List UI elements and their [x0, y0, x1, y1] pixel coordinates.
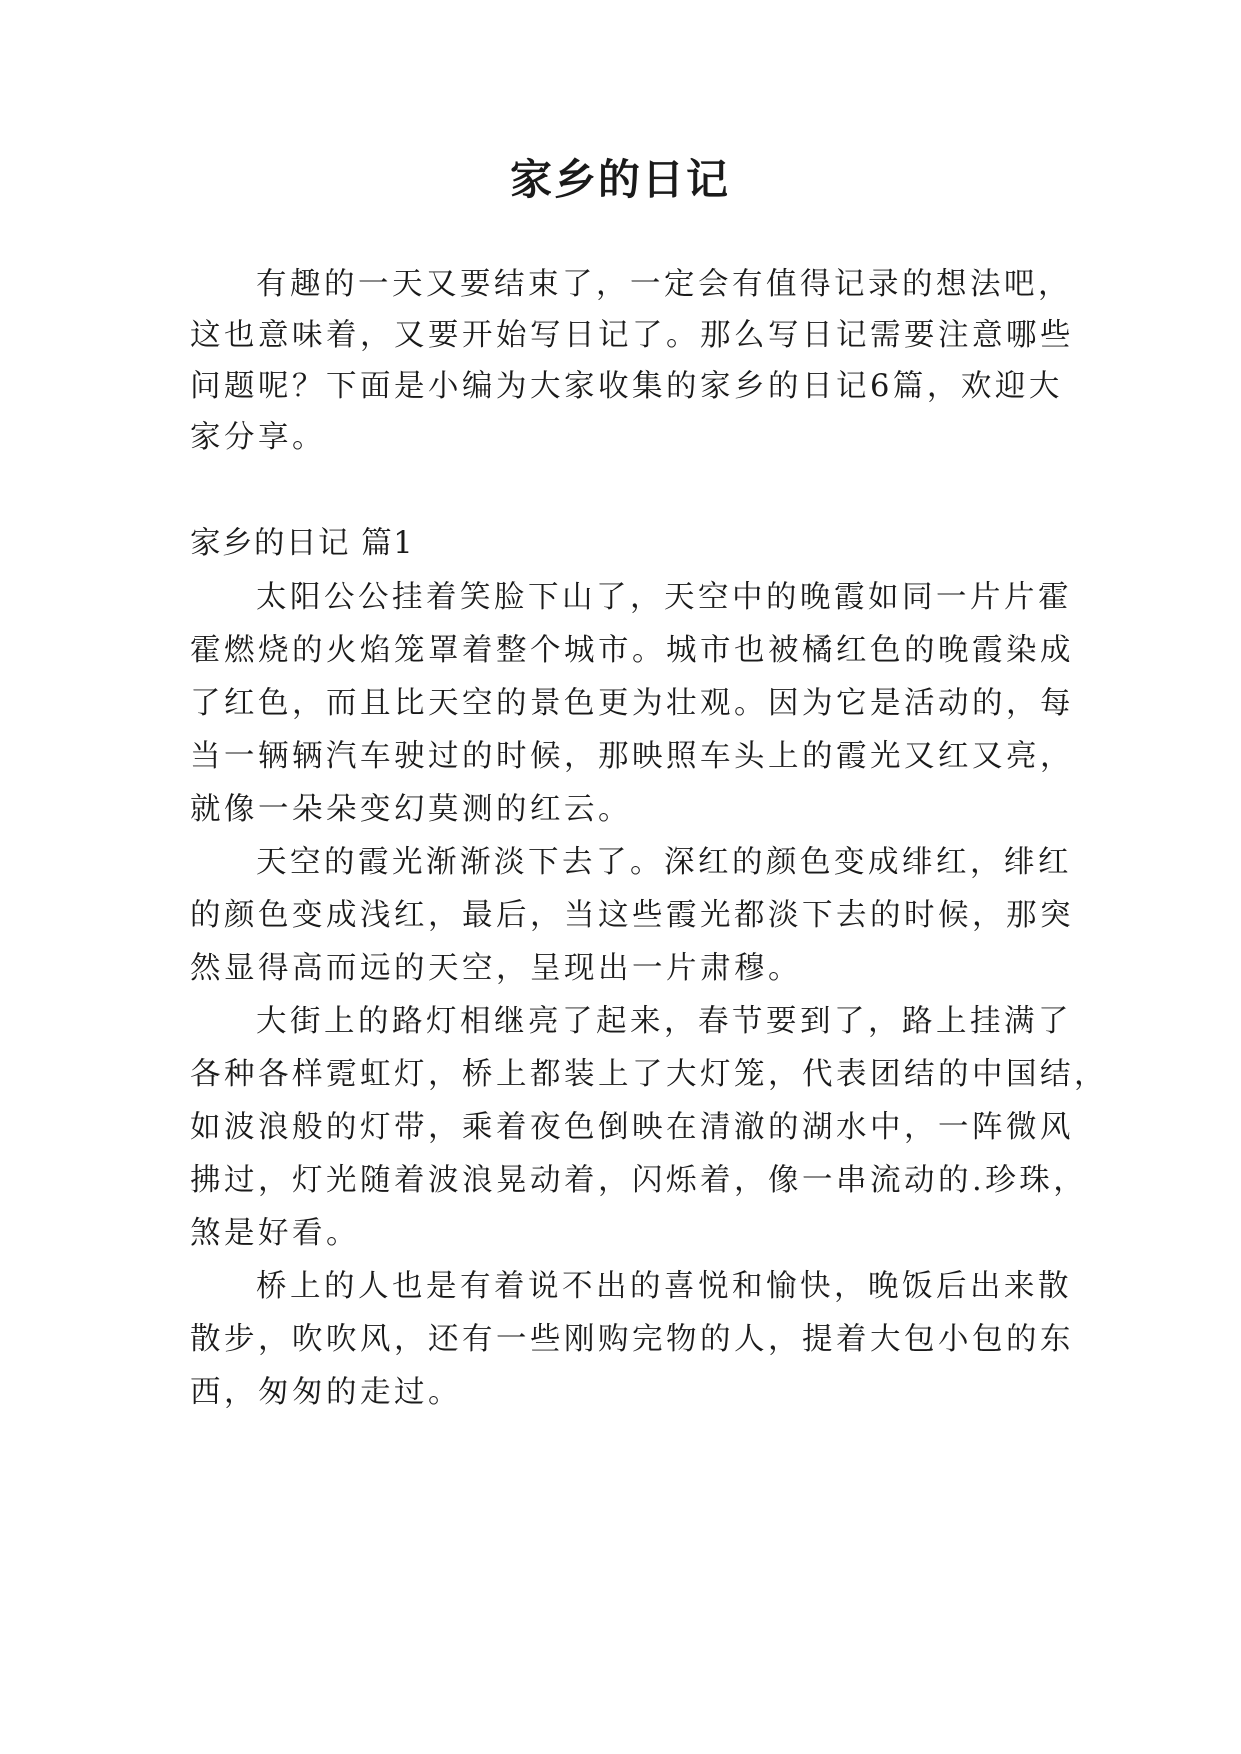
paragraph-line: 大街上的路灯相继亮了起来，春节要到了，路上挂满了 — [256, 1004, 1072, 1039]
paragraph-line: 当一辆辆汽车驶过的时候，那映照车头上的霞光又红又亮， — [190, 739, 1074, 774]
paragraph-line: 太阳公公挂着笑脸下山了，天空中的晚霞如同一片片霍 — [256, 580, 1072, 615]
paragraph-line: 各种各样霓虹灯，桥上都装上了大灯笼，代表团结的中国结， — [190, 1057, 1108, 1092]
intro-line: 这也意味着，又要开始写日记了。那么写日记需要注意哪些 — [190, 318, 1074, 353]
paragraph-line: 煞是好看。 — [190, 1216, 360, 1251]
intro-line: 有趣的一天又要结束了，一定会有值得记录的想法吧， — [256, 267, 1072, 302]
intro-line: 家分享。 — [190, 420, 326, 455]
paragraph-line: 的颜色变成浅红，最后，当这些霞光都淡下去的时候，那突 — [190, 898, 1074, 933]
paragraph-line: 拂过，灯光随着波浪晃动着，闪烁着，像一串流动的.珍珠， — [190, 1163, 1088, 1198]
paragraph-line: 霍燃烧的火焰笼罩着整个城市。城市也被橘红色的晚霞染成 — [190, 633, 1074, 668]
paragraph-line: 天空的霞光渐渐淡下去了。深红的颜色变成绯红，绯红 — [256, 845, 1072, 880]
section-heading: 家乡的日记 篇1 — [190, 526, 415, 561]
intro-line: 问题呢？下面是小编为大家收集的家乡的日记6篇，欢迎大 — [190, 369, 1063, 404]
paragraph-line: 桥上的人也是有着说不出的喜悦和愉快，晚饭后出来散 — [256, 1269, 1072, 1304]
paragraph-line: 散步，吹吹风，还有一些刚购完物的人，提着大包小包的东 — [190, 1322, 1074, 1357]
document-title: 家乡的日记 — [509, 155, 730, 204]
paragraph-line: 西，匆匆的走过。 — [190, 1375, 462, 1410]
paragraph-line: 然显得高而远的天空，呈现出一片肃穆。 — [190, 951, 802, 986]
paragraph-line: 如波浪般的灯带，乘着夜色倒映在清澈的湖水中，一阵微风 — [190, 1110, 1074, 1145]
paragraph-line: 了红色，而且比天空的景色更为壮观。因为它是活动的，每 — [190, 686, 1074, 721]
paragraph-line: 就像一朵朵变幻莫测的红云。 — [190, 792, 632, 827]
